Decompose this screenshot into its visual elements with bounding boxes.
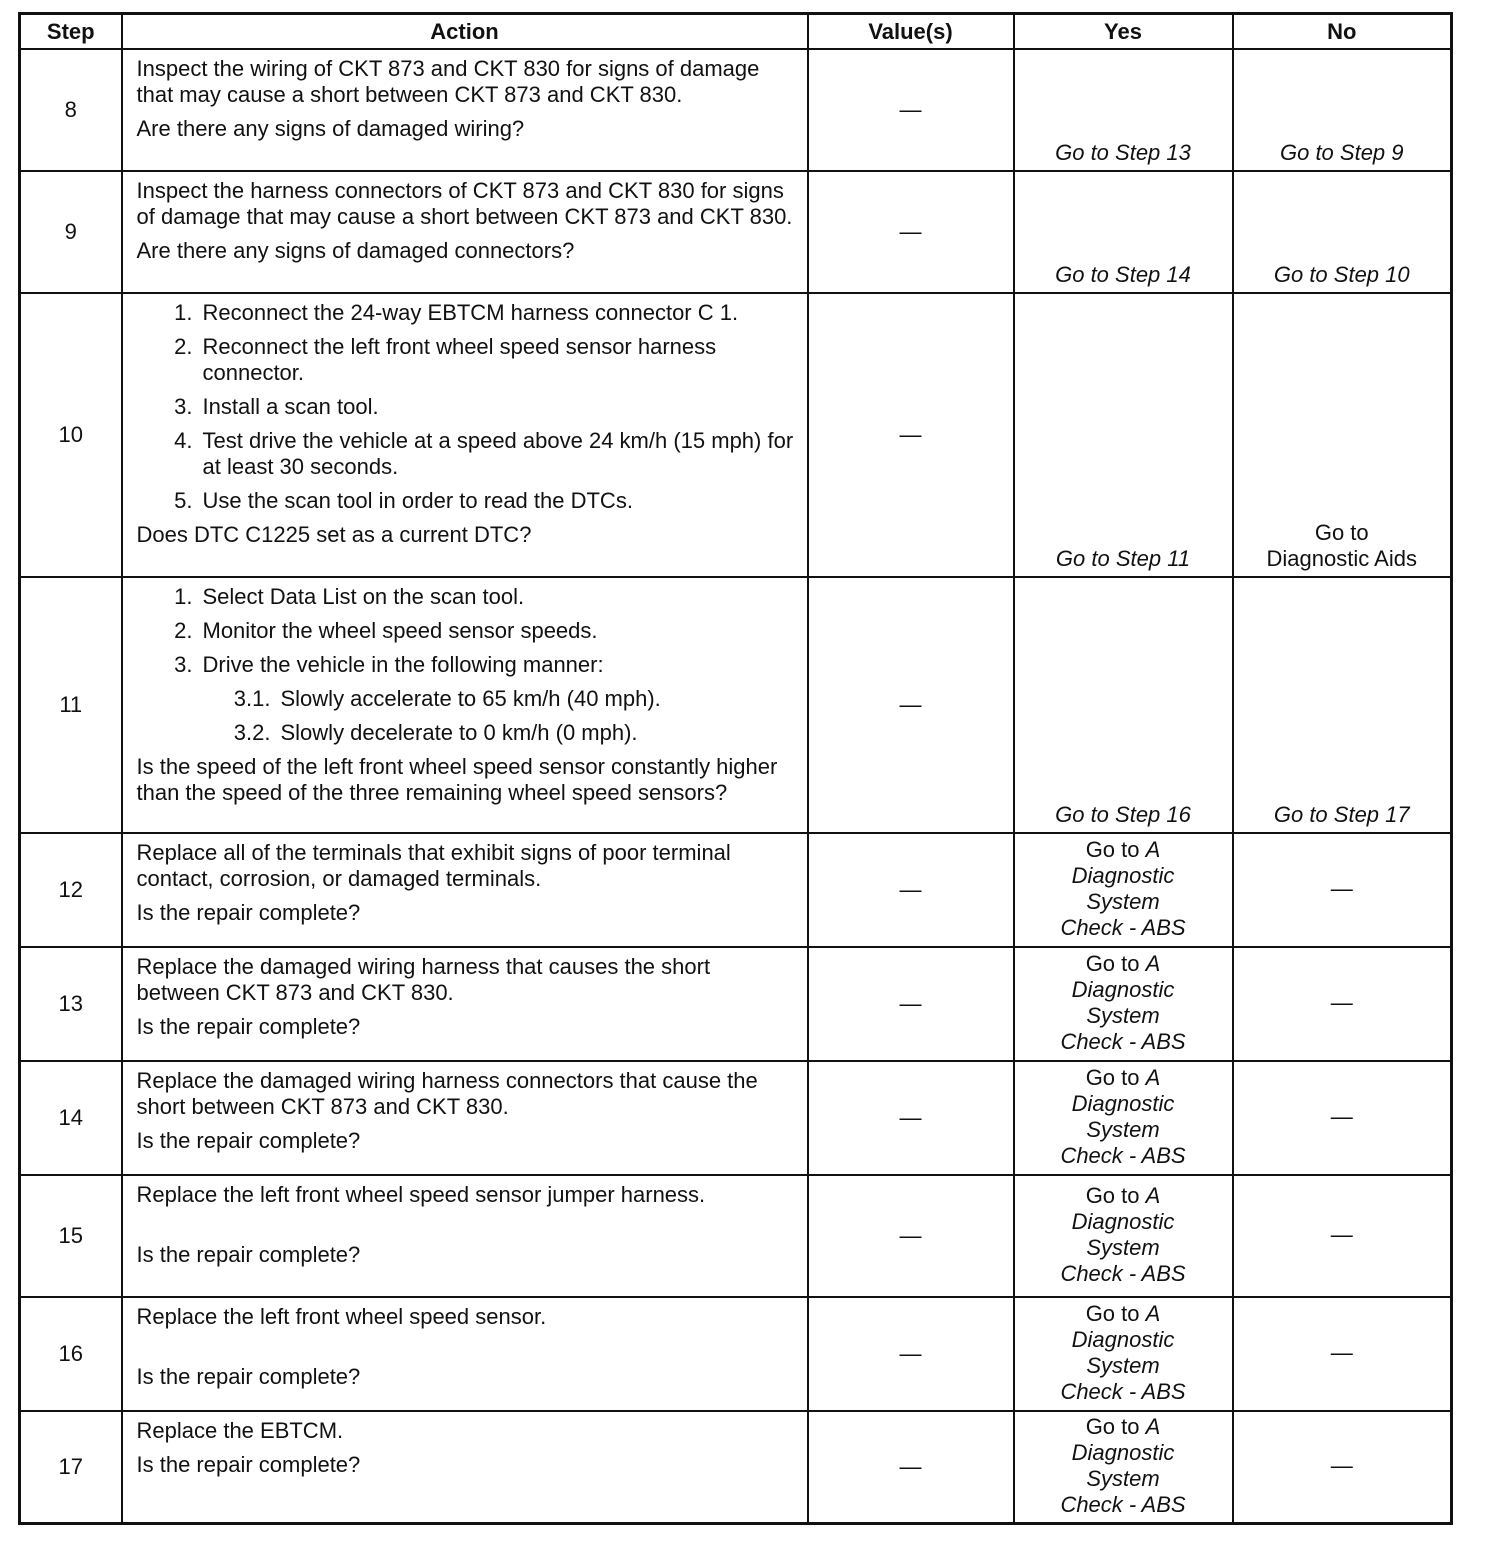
action-cell [122, 49, 808, 171]
action-description: Replace the left front wheel speed sensor. [136, 1304, 547, 1329]
goto-prefix: Go to [1085, 837, 1140, 862]
goto-a: A [1145, 1065, 1161, 1090]
value-cell: — [808, 947, 1014, 1061]
table-row [20, 1411, 1452, 1524]
list-item [137, 428, 797, 480]
list-item [137, 618, 797, 644]
goto-diagnostic: Diagnostic [1071, 1440, 1175, 1465]
value-cell: — [808, 577, 1014, 833]
list-item-text: Test drive the vehicle at a speed above 24 km/h (15 mph) for at least 30 seconds. [202, 428, 794, 479]
value-cell: — [808, 1061, 1014, 1175]
table-row [20, 947, 1452, 1061]
action-question: Are there any signs of damaged wiring? [136, 116, 525, 141]
step-number: 9 [20, 171, 122, 293]
no-cell [1233, 49, 1452, 171]
yes-cell [1014, 49, 1233, 171]
goto-line [1019, 1183, 1228, 1209]
goto-system: System [1086, 889, 1160, 914]
goto-line [1019, 1414, 1228, 1440]
action-question: Is the repair complete? [136, 1128, 361, 1153]
step-number: 10 [20, 293, 122, 577]
table-row [20, 1297, 1452, 1411]
table-row [20, 1061, 1452, 1175]
goto-check: Check - ABS [1060, 1492, 1186, 1517]
action-question: Is the repair complete? [136, 1242, 361, 1267]
list-item-text: Install a scan tool. [202, 394, 379, 419]
list-item-number: 5. [174, 488, 193, 513]
list-item-number: 2. [174, 618, 193, 643]
step-number: 17 [20, 1411, 122, 1524]
goto-system: System [1086, 1235, 1160, 1260]
value-cell: — [808, 1297, 1014, 1411]
action-question: Does DTC C1225 set as a current DTC? [136, 522, 532, 547]
yes-goto: Go to Step 16 [1055, 802, 1191, 827]
goto-check: Check - ABS [1060, 1143, 1186, 1168]
no-cell [1233, 577, 1452, 833]
goto-check: Check - ABS [1060, 1379, 1186, 1404]
action-description: Replace the left front wheel speed sensor jumper harness. [136, 1182, 706, 1207]
goto-line [1019, 951, 1228, 977]
step-number: 13 [20, 947, 122, 1061]
step-number: 15 [20, 1175, 122, 1297]
list-item [137, 652, 797, 678]
list-item-number: 1. [174, 300, 193, 325]
yes-cell [1014, 1411, 1233, 1524]
list-item-number: 4. [174, 428, 193, 453]
table-row [20, 293, 1452, 577]
action-description: Inspect the harness connectors of CKT 873 and CKT 830 for signs of damage that may cause a short between CKT 873 and CKT 830. [136, 178, 793, 229]
list-item [137, 488, 797, 514]
goto-system: System [1086, 1117, 1160, 1142]
table-row [20, 49, 1452, 171]
no-goto: Go to Step 10 [1273, 262, 1410, 287]
table-row [20, 833, 1452, 947]
value-cell: — [808, 293, 1014, 577]
no-cell: — [1233, 1297, 1452, 1411]
goto-system: System [1086, 1466, 1160, 1491]
no-goto: Go to Step 9 [1279, 140, 1404, 165]
action-cell [122, 833, 808, 947]
yes-cell [1014, 833, 1233, 947]
goto-prefix: Go to [1085, 1301, 1140, 1326]
list-item-text: Reconnect the 24-way EBTCM harness connector C 1. [202, 300, 739, 325]
header-value: Value(s) [808, 14, 1014, 50]
action-cell [122, 1297, 808, 1411]
yes-cell [1014, 171, 1233, 293]
action-description: Replace the damaged wiring harness that causes the short between CKT 873 and CKT 830. [136, 954, 711, 1005]
list-item-text: Use the scan tool in order to read the DTCs. [202, 488, 633, 513]
no-cell: — [1233, 1061, 1452, 1175]
goto-line [1019, 1065, 1228, 1091]
no-cell: — [1233, 947, 1452, 1061]
action-cell [122, 1175, 808, 1297]
action-question: Are there any signs of damaged connectors? [136, 238, 575, 263]
goto-diagnostic: Diagnostic [1071, 1209, 1175, 1234]
table-row [20, 171, 1452, 293]
goto-prefix: Go to [1085, 1183, 1140, 1208]
list-item [137, 394, 797, 420]
header-no: No [1233, 14, 1452, 50]
goto-diagnostic: Diagnostic [1071, 977, 1175, 1002]
action-cell [122, 1061, 808, 1175]
value-cell: — [808, 171, 1014, 293]
list-item-number: 1. [174, 584, 193, 609]
goto-system: System [1086, 1003, 1160, 1028]
list-item-number: 2. [174, 334, 193, 359]
goto-a: A [1145, 1301, 1161, 1326]
diagnostic-table [18, 12, 1453, 1525]
yes-cell [1014, 577, 1233, 833]
list-item-text: Drive the vehicle in the following manner: [202, 652, 604, 677]
value-cell: — [808, 49, 1014, 171]
action-steps-list [137, 584, 797, 746]
list-item [137, 584, 797, 610]
action-cell [122, 1411, 808, 1524]
yes-cell [1014, 1061, 1233, 1175]
yes-goto: Go to Step 11 [1055, 546, 1191, 571]
step-number: 16 [20, 1297, 122, 1411]
step-number: 14 [20, 1061, 122, 1175]
list-item-number: 3. [174, 394, 193, 419]
action-description: Inspect the wiring of CKT 873 and CKT 830 for signs of damage that may cause a short between CKT 873 and CKT 830. [136, 56, 760, 107]
step-number: 11 [20, 577, 122, 833]
value-cell: — [808, 1411, 1014, 1524]
goto-diagnostic: Diagnostic [1071, 1327, 1175, 1352]
list-item-text: Reconnect the left front wheel speed sensor harness connector. [202, 334, 717, 385]
header-step: Step [20, 14, 122, 50]
list-item-number: 3. [174, 652, 193, 677]
action-question: Is the repair complete? [136, 900, 361, 925]
action-steps-list [137, 300, 797, 514]
action-description: Replace the damaged wiring harness connectors that cause the short between CKT 873 and CKT 830. [136, 1068, 758, 1119]
value-cell: — [808, 833, 1014, 947]
action-cell [122, 171, 808, 293]
goto-a: A [1145, 951, 1161, 976]
action-cell [122, 293, 808, 577]
header-row [20, 14, 1452, 50]
yes-cell [1014, 293, 1233, 577]
action-cell [122, 947, 808, 1061]
list-subitem [137, 686, 797, 712]
goto-line [1019, 837, 1228, 863]
list-item [137, 300, 797, 326]
no-cell: — [1233, 833, 1452, 947]
list-item [137, 334, 797, 386]
no-goto-line2: Diagnostic Aids [1266, 546, 1417, 571]
action-description: Replace the EBTCM. [136, 1418, 344, 1443]
yes-cell [1014, 1297, 1233, 1411]
list-item-text: Slowly accelerate to 65 km/h (40 mph). [280, 686, 661, 711]
list-item-text: Monitor the wheel speed sensor speeds. [202, 618, 598, 643]
goto-system: System [1086, 1353, 1160, 1378]
yes-cell [1014, 947, 1233, 1061]
goto-check: Check - ABS [1060, 1029, 1186, 1054]
goto-check: Check - ABS [1060, 1261, 1186, 1286]
list-item-text: Select Data List on the scan tool. [202, 584, 525, 609]
list-item-number: 3.1. [233, 686, 271, 711]
list-item-number: 3.2. [233, 720, 271, 745]
table-row [20, 577, 1452, 833]
yes-goto: Go to Step 14 [1055, 262, 1191, 287]
no-goto: Go to Step 17 [1273, 802, 1410, 827]
table-row [20, 1175, 1452, 1297]
no-goto-line1: Go to [1314, 520, 1369, 545]
action-question: Is the repair complete? [136, 1014, 361, 1039]
no-cell: — [1233, 1175, 1452, 1297]
value-cell: — [808, 1175, 1014, 1297]
goto-prefix: Go to [1085, 1414, 1140, 1439]
action-question: Is the repair complete? [136, 1364, 361, 1389]
no-cell [1233, 293, 1452, 577]
goto-a: A [1145, 837, 1161, 862]
yes-goto: Go to Step 13 [1055, 140, 1191, 165]
yes-cell [1014, 1175, 1233, 1297]
goto-prefix: Go to [1085, 951, 1140, 976]
step-number: 8 [20, 49, 122, 171]
goto-prefix: Go to [1085, 1065, 1140, 1090]
list-item-text: Slowly decelerate to 0 km/h (0 mph). [280, 720, 638, 745]
action-description: Replace all of the terminals that exhibit signs of poor terminal contact, corrosion, or damaged terminals. [136, 840, 731, 891]
header-action: Action [122, 14, 808, 50]
list-subitem [137, 720, 797, 746]
goto-check: Check - ABS [1060, 915, 1186, 940]
action-question: Is the repair complete? [136, 1452, 361, 1477]
action-question: Is the speed of the left front wheel speed sensor constantly higher than the speed of the three remaining wheel speed sensors? [136, 754, 778, 805]
step-number: 12 [20, 833, 122, 947]
goto-a: A [1145, 1183, 1161, 1208]
no-cell [1233, 171, 1452, 293]
goto-line [1019, 1301, 1228, 1327]
goto-diagnostic: Diagnostic [1071, 863, 1175, 888]
header-yes: Yes [1014, 14, 1233, 50]
goto-a: A [1145, 1414, 1161, 1439]
goto-diagnostic: Diagnostic [1071, 1091, 1175, 1116]
action-cell [122, 577, 808, 833]
no-cell: — [1233, 1411, 1452, 1524]
